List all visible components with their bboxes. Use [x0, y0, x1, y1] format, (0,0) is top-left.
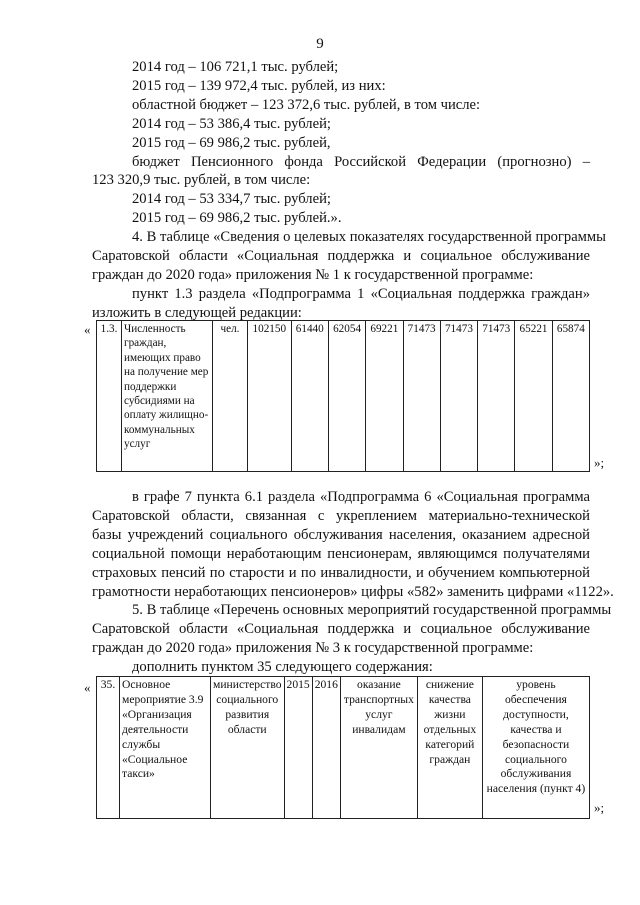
year-end-cell: 2016 [312, 677, 340, 819]
table1-close-quote: »; [594, 455, 605, 470]
text-line: 2015 год – 139 972,4 тыс. рублей, из них: [132, 77, 386, 94]
text-line: дополнить пунктом 35 следующего содержания: [132, 659, 433, 676]
text-line: Саратовской области «Социальная поддержка и социальное обслуживание [92, 621, 590, 638]
table1-open-quote: « [84, 322, 91, 337]
indicator-name [122, 321, 213, 472]
value-cell: 71473 [403, 321, 440, 472]
text-line: изложить в следующей редакции: [92, 304, 302, 321]
text-line: 5. В таблице «Перечень основных мероприятий государственной программы [132, 602, 612, 619]
page-number: 9 [316, 36, 324, 52]
table-row [97, 321, 590, 472]
value-cell: 61440 [291, 321, 328, 472]
executor-cell: министерство социального развития области [211, 677, 285, 819]
text-line: пункт 1.3 раздела «Подпрограмма 1 «Социальная поддержка граждан» [132, 285, 590, 302]
year-start-cell: 2015 [284, 677, 312, 819]
value-cell: 71473 [478, 321, 515, 472]
text-line: граждан до 2020 года» приложения № 3 к государственной программе: [92, 640, 534, 657]
direction-cell: оказание транспортных услуг инвалидам [340, 677, 417, 819]
value-cell: 102150 [248, 321, 292, 472]
text-line: 4. В таблице «Сведения о целевых показателях государственной программы [132, 229, 606, 246]
value-cell: 62054 [328, 321, 365, 472]
value-cell: 71473 [440, 321, 477, 472]
text-line: Саратовской области, связанная с укреплением материально-технической [92, 507, 590, 524]
text-line: 123 320,9 тыс. рублей, в том числе: [92, 172, 311, 189]
text-line: 2015 год – 69 986,2 тыс. рублей.». [132, 210, 342, 227]
text-line: бюджет Пенсионного фонда Российской Федерации (прогнозно) – [132, 153, 590, 170]
measure-name: Основное мероприятие 3.9 «Организация деятельности службы «Социальное такси» [120, 677, 211, 819]
measures-table [96, 676, 590, 819]
text-line: базы учреждений социального обслуживания населения, оказанием адресной [92, 526, 590, 543]
value-cell: 65221 [515, 321, 552, 472]
text-line: 2014 год – 106 721,1 тыс. рублей; [132, 59, 339, 75]
text-line: грамотности неработающих пенсионеров» цифры «582» заменить цифрами «1122». [92, 583, 614, 600]
text-line: Саратовской области «Социальная поддержка и социальное обслуживание [92, 248, 590, 265]
text-line: 2015 год – 69 986,2 тыс. рублей, [132, 134, 331, 151]
row-number: 35. [97, 677, 120, 819]
text-line: 2014 год – 53 386,4 тыс. рублей; [132, 115, 331, 132]
value-cell: 69221 [366, 321, 403, 472]
indicator-link-cell: уровень обеспечения доступности, качества и безопасности социального обслуживания населения (пункт 4) [482, 677, 589, 819]
target-indicator-table [96, 320, 590, 472]
unit-cell: чел. [213, 321, 248, 472]
text-line: областной бюджет – 123 372,6 тыс. рублей, в том числе: [132, 96, 481, 113]
text-line: в графе 7 пункта 6.1 раздела «Подпрограмма 6 «Социальная программа [132, 489, 590, 505]
text-line: страховых пенсий по старости и по инвалидности, и обучением компьютерной [92, 564, 590, 581]
table2-open-quote: « [84, 680, 91, 695]
value-cell: 65874 [552, 321, 589, 472]
table2-close-quote: »; [594, 800, 605, 815]
text-line: социальной помощи неработающим пенсионерам, являющимся получателями [92, 545, 590, 562]
result-cell: снижение качества жизни отдельных категорий граждан [417, 677, 482, 819]
text-block-amendments [92, 488, 614, 677]
table-row [97, 677, 590, 819]
text-block-budget [92, 58, 606, 323]
text-line: 2014 год – 53 334,7 тыс. рублей; [132, 191, 331, 208]
text-line: граждан до 2020 года» приложения № 1 к государственной программе: [92, 266, 534, 283]
indicator-name-text: Численность граждан, имеющих право на получение мер поддержки субсидиями на оплату жилищно-коммунальных услуг [124, 323, 209, 451]
row-number: 1.3. [97, 321, 122, 472]
